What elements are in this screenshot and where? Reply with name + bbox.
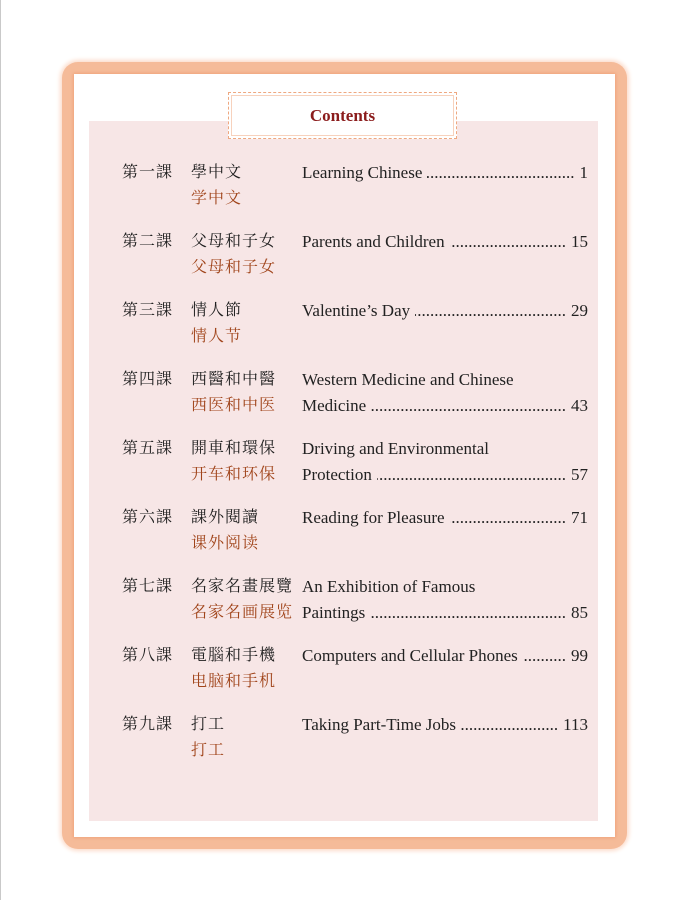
toc-entry: [122, 298, 588, 367]
page-number: 1: [579, 163, 588, 182]
english-title-text: Parents and Children: [302, 232, 445, 251]
english-title-text: Paintings: [302, 603, 366, 622]
lesson-label: 第七課: [122, 578, 174, 595]
simplified-title: 西医和中医: [191, 397, 277, 414]
leader-dots: [450, 505, 566, 531]
page-number: 29: [571, 301, 588, 320]
lesson-chinese-titles: [191, 298, 302, 367]
english-title-line: [302, 298, 588, 324]
lesson-label: 第四課: [122, 371, 174, 388]
english-title-line: [302, 574, 588, 600]
lesson-label: 第三課: [122, 302, 174, 319]
contents-title: Contents: [309, 106, 376, 125]
contents-header: [228, 92, 457, 139]
leader-dots: [450, 229, 566, 255]
simplified-title: 学中文: [191, 190, 243, 207]
english-title-line: [302, 643, 588, 669]
english-title-text: Western Medicine and Chinese: [302, 370, 514, 389]
toc-entry: [122, 505, 588, 574]
lesson-chinese-titles: [191, 712, 302, 781]
page-number: 85: [571, 603, 588, 622]
english-title-text: Medicine: [302, 396, 367, 415]
english-title-text: Learning Chinese: [302, 163, 423, 182]
simplified-title: 名家名画展览: [191, 604, 294, 621]
toc-entry: [122, 160, 588, 229]
page-number: 99: [571, 646, 588, 665]
traditional-title: 名家名畫展覽: [191, 578, 294, 595]
english-title: [302, 367, 588, 436]
leader-dots: [377, 462, 566, 488]
english-title: [302, 712, 588, 781]
traditional-title: 父母和子女: [191, 233, 277, 250]
traditional-title: 開車和環保: [191, 440, 277, 457]
lesson-chinese-titles: [191, 574, 302, 643]
toc-entry: [122, 643, 588, 712]
lesson-chinese-titles: [191, 643, 302, 712]
lesson-chinese-titles: [191, 160, 302, 229]
english-title-line: [302, 160, 588, 186]
lesson-label: 第九課: [122, 716, 174, 733]
english-title-text: Computers and Cellular Phones: [302, 646, 518, 665]
english-title-text: Reading for Pleasure: [302, 508, 445, 527]
english-title-text: An Exhibition of Famous: [302, 577, 476, 596]
lesson-label: 第六課: [122, 509, 174, 526]
simplified-title: 打工: [191, 742, 226, 759]
traditional-title: 情人節: [191, 302, 243, 319]
page-number: 15: [571, 232, 588, 251]
english-title-line: [302, 505, 588, 531]
leader-dots: [415, 298, 566, 324]
lesson-chinese-titles: [191, 367, 302, 436]
page-number: 43: [571, 396, 588, 415]
toc-entry: [122, 712, 588, 781]
simplified-title: 电脑和手机: [191, 673, 277, 690]
english-title-line: [302, 229, 588, 255]
toc-entry: [122, 574, 588, 643]
english-title-line: [302, 367, 588, 393]
leader-dots: [523, 643, 566, 669]
english-title: [302, 643, 588, 712]
lesson-label: 第一課: [122, 164, 174, 181]
english-title: [302, 574, 588, 643]
english-title-line: [302, 712, 588, 738]
english-title-text: Driving and Environmental: [302, 439, 489, 458]
lesson-label: 第五課: [122, 440, 174, 457]
toc-entry: [122, 436, 588, 505]
leader-dots: [427, 160, 574, 186]
english-title-text: Taking Part-Time Jobs: [302, 715, 457, 734]
english-title-line: [302, 600, 588, 626]
page-number: 113: [563, 715, 588, 734]
simplified-title: 开车和环保: [191, 466, 277, 483]
simplified-title: 课外阅读: [191, 535, 260, 552]
leader-dots: [461, 712, 558, 738]
english-title-line: [302, 436, 588, 462]
english-title: [302, 229, 588, 298]
lesson-label: 第八課: [122, 647, 174, 664]
english-title-line: [302, 462, 588, 488]
traditional-title: 電腦和手機: [191, 647, 277, 664]
toc-entry: [122, 229, 588, 298]
english-title: [302, 298, 588, 367]
lesson-label: 第二課: [122, 233, 174, 250]
lesson-chinese-titles: [191, 229, 302, 298]
english-title-text: Protection: [302, 465, 372, 484]
toc-entry: [122, 367, 588, 436]
english-title-text: Valentine’s Day: [302, 301, 411, 320]
traditional-title: 打工: [191, 716, 226, 733]
table-of-contents: [122, 160, 588, 781]
traditional-title: 西醫和中醫: [191, 371, 277, 388]
simplified-title: 父母和子女: [191, 259, 277, 276]
page-edge-line: [0, 0, 1, 900]
leader-dots: [370, 600, 566, 626]
page-number: 57: [571, 465, 588, 484]
lesson-chinese-titles: [191, 505, 302, 574]
page-number: 71: [571, 508, 588, 527]
leader-dots: [371, 393, 566, 419]
lesson-chinese-titles: [191, 436, 302, 505]
traditional-title: 課外閱讀: [191, 509, 260, 526]
english-title: [302, 436, 588, 505]
english-title: [302, 505, 588, 574]
english-title: [302, 160, 588, 229]
simplified-title: 情人节: [191, 328, 243, 345]
traditional-title: 學中文: [191, 164, 243, 181]
english-title-line: [302, 393, 588, 419]
